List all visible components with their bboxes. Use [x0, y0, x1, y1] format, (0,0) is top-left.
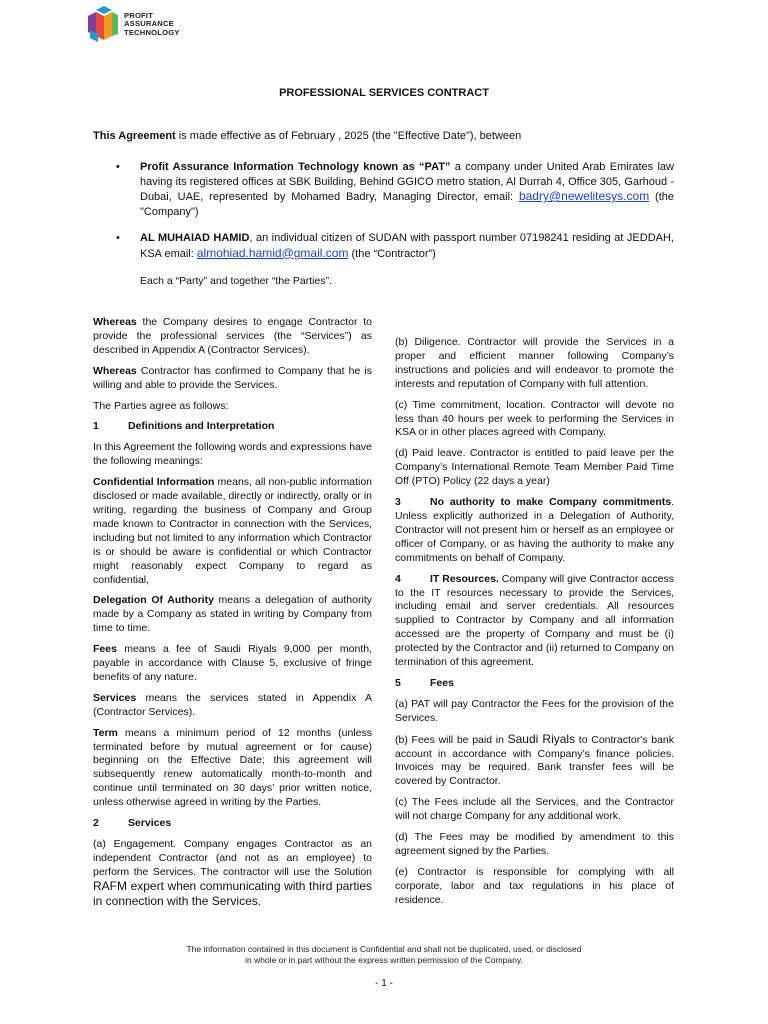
definitions-intro: In this Agreement the following words and expressions have the following meanings: [93, 441, 372, 468]
services-engagement: (a) Engagement. Company engages Contractor as an independent Contractor (and not as an employee) to perform the Services. The contractor will use the Solution RAFM expert when communicating with third parties in connection with the Services. [93, 838, 372, 908]
services-paid-leave: (d) Paid leave. Contractor is entitled to paid leave per the Company’s International Remote Team Member Paid Time Off (PTO) Policy (22 days a year) [395, 447, 674, 488]
document-title: PROFESSIONAL SERVICES CONTRACT [279, 87, 489, 99]
fees-c: (c) The Fees include all the Services, and the Contractor will not charge Company for any additional work. [395, 796, 674, 823]
logo-icon [86, 6, 120, 44]
fees-d: (d) The Fees may be modified by amendment to this agreement signed by the Parties. [395, 831, 674, 857]
whereas-clause: Whereas Contractor has confirmed to Company that he is willing and able to provide the Services. [93, 364, 372, 391]
confidentiality-footer: The information contained in this document is Confidential and shall not be duplicated, used, or disclosed in whole or in part without the express written permission of the Company. [186, 944, 582, 965]
definition-term: Term means a minimum period of 12 months (unless terminated before by mutual agreement or for cause) beginning on the Effective Date; this agreement will subsequently renew automatically month-to-month and continue until terminated on 30 days’ prior written notice, unless otherwise agreed in writing by the Parties. [93, 726, 372, 809]
fees-e: (e) Contractor is responsible for complying with all corporate, labor and tax regulations in his place of residence. [395, 865, 674, 906]
fees-b: (b) Fees will be paid in Saudi Riyals to Contractor's bank account in accordance with Company’s finance policies. Invoices may be required. Bank transfer fees will be covered by Contractor. [395, 731, 674, 788]
definition-confidential: Confidential Information means, all non-public information disclosed or made available, directly or indirectly, orally or in writing, regarding the business of Company and Group made known to Contractor in connection with the Services, including but not limited to any information which Contractor is or should be aware is confidential or which Contractor might reasonably expect Company to regard as confidential, [93, 476, 373, 586]
whereas-clause: Whereas the Company desires to engage Contractor to provide the professional services (the “Services”) as described in Appendix A (Contractor Services). [93, 316, 372, 356]
definition-fees: Fees means a fee of Saudi Riyals 9,000 per month, payable in accordance with Clause 5, exclusive of fringe benefits of any nature. [93, 643, 372, 683]
fees-a: (a) PAT will pay Contractor the Fees for the provision of the Services. [395, 697, 674, 724]
definition-services: Services means the services stated in Appendix A (Contractor Services). [93, 691, 372, 718]
section-3: 3 No authority to make Company commitments. Unless explicitly authorized in a Delegation of Authority, Contractor will not present him or herself as an employee or officer of Company, or as having the authority to make any commitments on behalf of Company. [395, 496, 674, 564]
page-number: - 1 - [375, 978, 393, 989]
bullet: • [116, 232, 120, 244]
agreement-intro: This Agreement is made effective as of February , 2025 (the "Effective Date"), between [93, 130, 522, 142]
section-heading-1: 1 Definitions and Interpretation [93, 420, 275, 433]
party-contractor: • AL MUHAIAD HAMID, an individual citizen of SUDAN with passport number 07198241 residing at JEDDAH, KSA email: almohiad.hamid@gmail.com (the “Contractor”) [116, 232, 674, 260]
parties-definition: Each a “Party” and together “the Parties”. [140, 275, 333, 287]
section-heading-5: 5 Fees [395, 676, 454, 689]
bullet: • [116, 161, 120, 173]
agree-statement: The Parties agree as follows: [93, 399, 229, 412]
services-time-commitment: (c) Time commitment, location. Contractor will devote no less than 40 hours per week to performing the Services in KSA or in other places agreed with Company. [395, 398, 674, 439]
company-logo [86, 6, 180, 44]
left-column [93, 316, 372, 917]
logo-wordmark: PROFIT ASSURANCE TECHNOLOGY [124, 11, 180, 37]
right-column [395, 336, 674, 915]
services-diligence: (b) Diligence. Contractor will provide the Services in a proper and efficient manner following Company’s instructions and policies and will endeavor to promote the interests and reputation of Company with full attention. [395, 336, 674, 390]
company-email-link[interactable]: badry@newelitesys.com [518, 189, 650, 203]
party-company: • Profit Assurance Information Technology known as “PAT” a company under United Arab Emirates law having its registered offices at SBK Building, Behind GGICO metro station, Al Durrah 4, Office 305, Garhoud - Dubai, UAE, represented by Mohamed Badry, Managing Director, email: badry@newelitesys.com (the "Company") [116, 161, 674, 218]
contractor-email-link[interactable]: almohiad.hamid@gmail.com [196, 245, 349, 260]
section-4: 4 IT Resources. Company will give Contractor access to the IT resources necessary to provide the Services, including email and server credentials. All resources supplied to Contractor by Company and all information accessed are the property of Company and must be (i) protected by the Contractor and (ii) returned to Company on termination of this agreement. [395, 572, 674, 669]
definition-doa: Delegation Of Authority means a delegation of authority made by a Company as stated in writing by Company from time to time. [93, 594, 372, 635]
section-heading-2: 2 Services [93, 817, 172, 830]
